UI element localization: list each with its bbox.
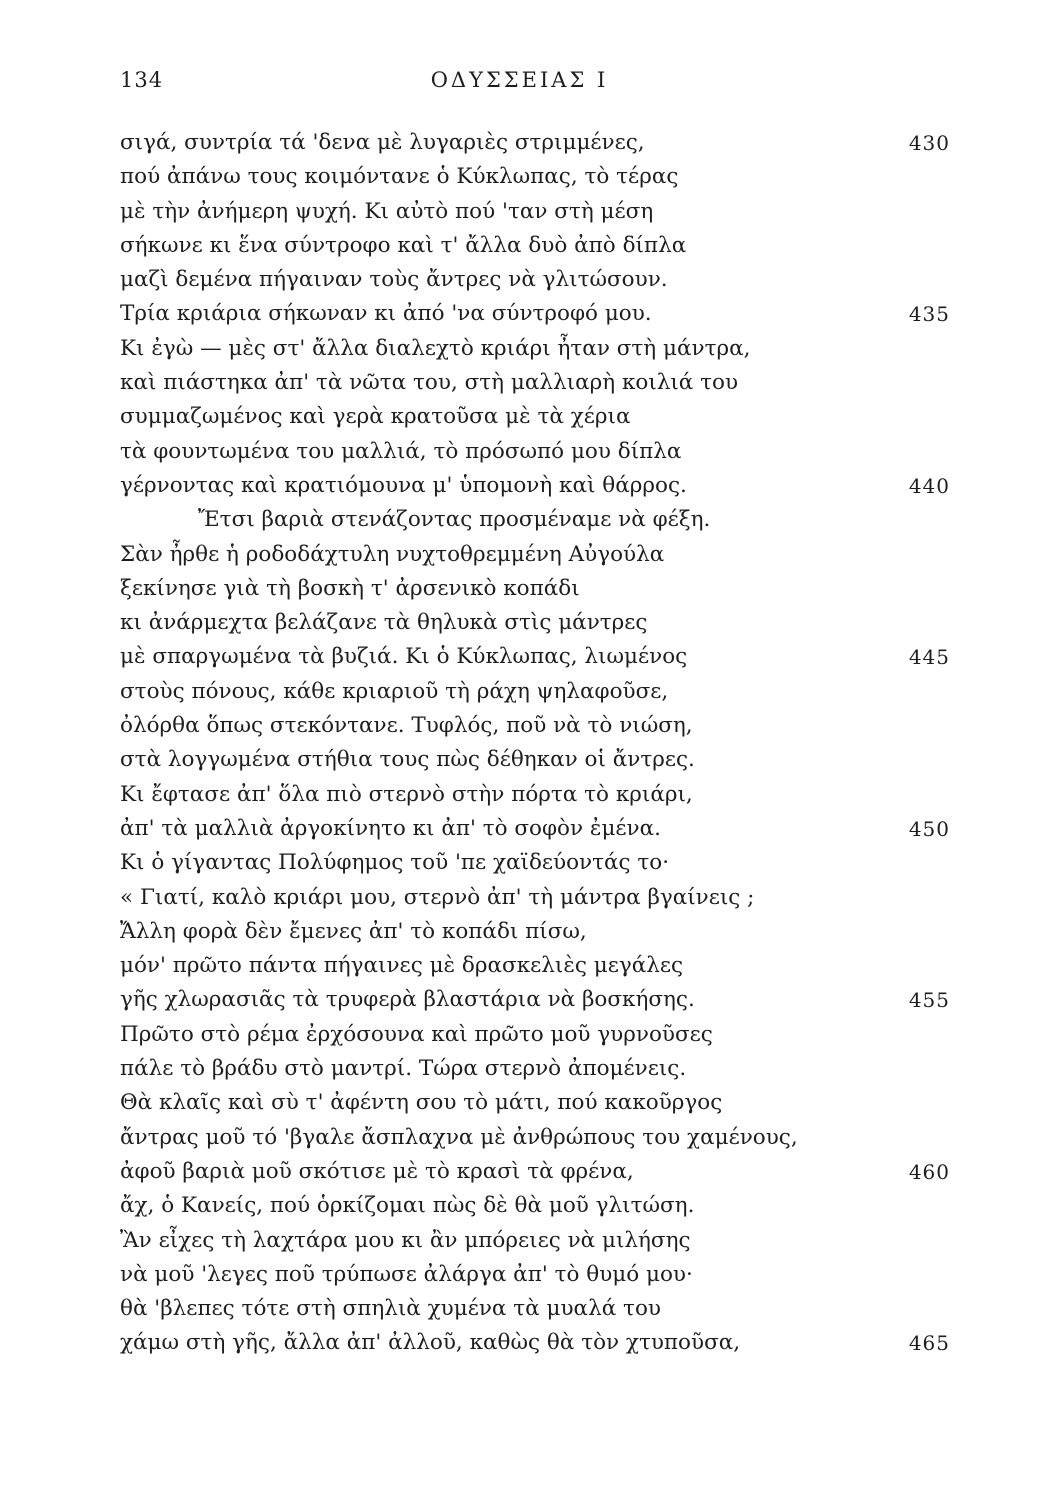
verse-text: ἄχ, ὁ Κανείς, πού ὁρκίζομαι πὼς δὲ θὰ μοῦ γλιτώση. [120, 1193, 695, 1219]
verse-number: 435 [908, 302, 950, 327]
verse-line [120, 538, 950, 572]
verse-text: Σὰν ἦρθε ἡ ροδοδάχτυλη νυχτοθρεμμένη Αὐγούλα [120, 541, 665, 567]
verse-line [120, 1121, 950, 1155]
verse-line [120, 1292, 950, 1326]
verse-line [120, 1052, 950, 1086]
verse-line [120, 503, 950, 537]
verse-number: 445 [908, 645, 950, 670]
verse-text: πού ἀπάνω τους κοιμόντανε ὁ Κύκλωπας, τὸ τέρας [120, 164, 679, 190]
verse-text: συμμαζωμένος καὶ γερὰ κρατοῦσα μὲ τὰ χέρια [120, 404, 631, 430]
verse-line [120, 400, 950, 434]
verse-line [120, 366, 950, 400]
verse-text: στὰ λογγωμένα στήθια τους πὼς δέθηκαν οἱ ἄντρες. [120, 747, 695, 773]
verse-line [120, 263, 950, 297]
verse-line [120, 743, 950, 777]
verse-line [120, 469, 950, 503]
verse-number: 440 [908, 473, 950, 498]
verse-text: ἀπ' τὰ μαλλιὰ ἀργοκίνητο κι ἀπ' τὸ σοφὸν ἐμένα. [120, 815, 661, 841]
verse-number: 450 [908, 816, 950, 841]
verse-text: μόν' πρῶτο πάντα πήγαινες μὲ δρασκελιὲς μεγάλες [120, 953, 684, 979]
page-number: 134 [120, 68, 164, 92]
verse-line [120, 983, 950, 1017]
verse-line [120, 1224, 950, 1258]
verse-text: σήκωνε κι ἕνα σύντροφο καὶ τ' ἄλλα δυὸ ἀπὸ δίπλα [120, 232, 687, 258]
verse-line [120, 160, 950, 194]
verse-line [120, 1258, 950, 1292]
verse-line [120, 1086, 950, 1120]
verse-line [120, 195, 950, 229]
verse-line [120, 709, 950, 743]
verse-line [120, 640, 950, 674]
verse-text: νὰ μοῦ 'λεγες ποῦ τρύπωσε ἀλάργα ἀπ' τὸ θυμό μου· [120, 1261, 693, 1287]
verse-text: Ἂν εἶχες τὴ λαχτάρα μου κι ἂν μπόρειες νὰ μιλήσης [120, 1227, 691, 1253]
verse-line [120, 572, 950, 606]
verse-line [120, 881, 950, 915]
verse-line [120, 949, 950, 983]
verse-line [120, 675, 950, 709]
verse-text: Κι ὁ γίγαντας Πολύφημος τοῦ 'πε χαϊδεύοντάς το· [120, 850, 670, 876]
verse-text: στοὺς πόνους, κάθε κριαριοῦ τὴ ράχη ψηλαφοῦσε, [120, 678, 669, 704]
verse-text: κι ἀνάρμεχτα βελάζανε τὰ θηλυκὰ στὶς μάντρες [120, 610, 648, 636]
verse-number: 430 [908, 131, 950, 155]
verse-text: Πρῶτο στὸ ρέμα ἐρχόσουνα καὶ πρῶτο μοῦ γυρνοῦσες [120, 1021, 713, 1047]
verse-text: γέρνοντας καὶ κρατιόμουνα μ' ὑπομονὴ καὶ θάρρος. [120, 472, 687, 498]
verse-text: Ἔτσι βαριὰ στενάζοντας προσμέναμε νὰ φέξη. [198, 507, 711, 533]
verse-text: χάμω στὴ γῆς, ἄλλα ἀπ' ἀλλοῦ, καθὼς θὰ τὸν χτυποῦσα, [120, 1330, 741, 1356]
verse-text: μὲ σπαργωμένα τὰ βυζιά. Κι ὁ Κύκλωπας, λιωμένος [120, 644, 688, 670]
running-title: ΟΔΥΣΣΕΙΑΣ Ι [430, 68, 609, 92]
verse-line [120, 1326, 950, 1360]
verse-text: Θὰ κλαῖς καὶ σὺ τ' ἀφέντη σου τὸ μάτι, πού κακοῦργος [120, 1090, 723, 1116]
verse-text: τὰ φουντωμένα του μαλλιά, τὸ πρόσωπό μου δίπλα [120, 438, 682, 464]
verse-text: γῆς χλωρασιᾶς τὰ τρυφερὰ βλαστάρια νὰ βοσκήσης. [120, 987, 695, 1013]
verse-number: 455 [908, 988, 950, 1013]
page-header [0, 68, 1039, 108]
verse-line [120, 126, 950, 160]
verse-line [120, 297, 950, 331]
verse-line [120, 846, 950, 880]
verse-text: Τρία κριάρια σήκωναν κι ἀπό 'να σύντροφό μου. [120, 301, 652, 327]
verse-line [120, 229, 950, 263]
verse-line [120, 332, 950, 366]
verse-text: ξεκίνησε γιὰ τὴ βοσκὴ τ' ἀρσενικὸ κοπάδι [120, 575, 580, 601]
verse-text: ἀφοῦ βαριὰ μοῦ σκότισε μὲ τὸ κρασὶ τὰ φρένα, [120, 1158, 634, 1184]
verse-line [120, 435, 950, 469]
verse-line [120, 1189, 950, 1223]
verse-text: μαζὶ δεμένα πήγαιναν τοὺς ἄντρες νὰ γλιτώσουν. [120, 267, 668, 293]
verse-text: πάλε τὸ βράδυ στὸ μαντρί. Τώρα στερνὸ ἀπομένεις. [120, 1056, 687, 1082]
verse-text: καὶ πιάστηκα ἀπ' τὰ νῶτα του, στὴ μαλλιαρὴ κοιλιά του [120, 370, 739, 396]
verse-text: Κι ἐγὼ — μὲς στ' ἄλλα διαλεχτὸ κριάρι ἦταν στὴ μάντρα, [120, 335, 751, 361]
verse-text: Κι ἔφτασε ἀπ' ὅλα πιὸ στερνὸ στὴν πόρτα τὸ κριάρι, [120, 781, 693, 807]
verse-text: « Γιατί, καλὸ κριάρι μου, στερνὸ ἀπ' τὴ μάντρα βγαίνεις ; [120, 884, 755, 910]
verse-text: ὀλόρθα ὅπως στεκόντανε. Τυφλός, ποῦ νὰ τὸ νιώση, [120, 713, 693, 739]
verse-text: μὲ τὴν ἀνήμερη ψυχή. Κι αὐτὸ πού 'ταν στὴ μέση [120, 198, 654, 224]
verse-number: 465 [908, 1331, 950, 1356]
verse-line [120, 606, 950, 640]
verse-text: ἄντρας μοῦ τό 'βγαλε ἄσπλαχνα μὲ ἀνθρώπους του χαμένους, [120, 1124, 798, 1150]
verse-text: Ἄλλη φορὰ δὲν ἔμενες ἀπ' τὸ κοπάδι πίσω, [120, 918, 587, 944]
verse-text: σιγά, συντρία τά 'δενα μὲ λυγαριὲς στριμμένες, [120, 130, 645, 155]
verse-line [120, 778, 950, 812]
verse-line [120, 915, 950, 949]
verse-line [120, 1018, 950, 1052]
verse-line [120, 1155, 950, 1189]
verse-text: θὰ 'βλεπες τότε στὴ σπηλιὰ χυμένα τὰ μυαλά του [120, 1296, 661, 1322]
verse-line [120, 812, 950, 846]
verse-number: 460 [908, 1159, 950, 1184]
verse-block [120, 126, 950, 1361]
